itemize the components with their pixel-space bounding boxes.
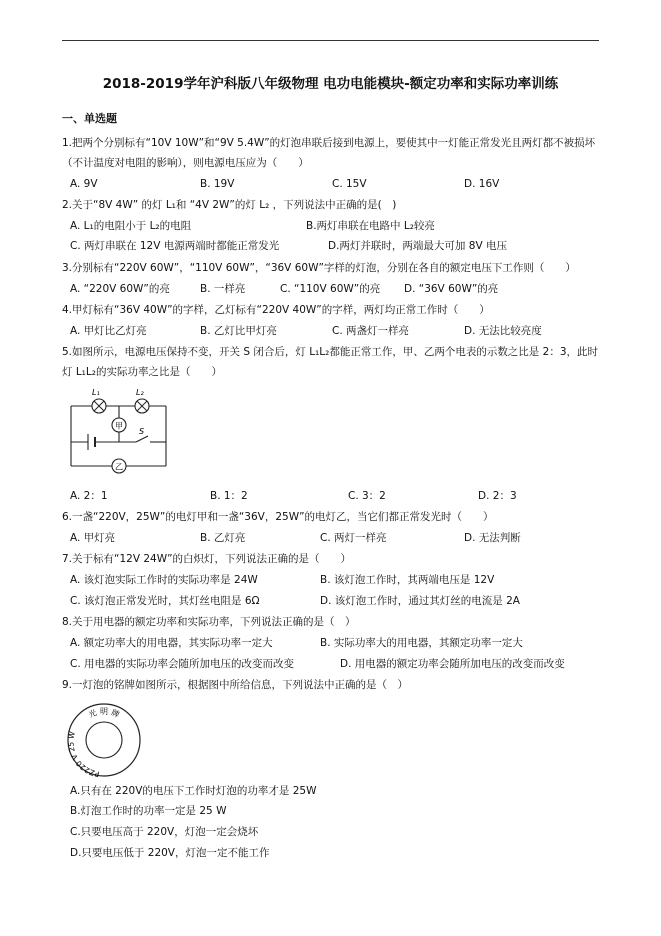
question-6-option-a[interactable]: A. 甲灯亮 xyxy=(70,532,116,544)
bulb-nameplate xyxy=(64,700,144,780)
question-6-option-b[interactable]: B. 乙灯亮 xyxy=(200,532,246,544)
question-7-options-row-1 xyxy=(70,570,599,590)
question-2-option-a[interactable]: A. L₁的电阻小于 L₂的电阻 xyxy=(70,220,192,232)
question-1-options xyxy=(70,174,599,194)
question-5-options xyxy=(70,486,599,506)
header-rule xyxy=(62,40,599,41)
question-7-option-a[interactable]: A. 该灯泡实际工作时的实际功率是 24W xyxy=(70,574,258,586)
question-6-option-c[interactable]: C. 两灯一样亮 xyxy=(320,532,387,544)
question-1-option-d[interactable]: D. 16V xyxy=(464,178,500,190)
question-3-option-d[interactable]: D. “36V 60W”的亮 xyxy=(404,283,499,295)
question-5-option-b[interactable]: B. 1：2 xyxy=(210,490,248,502)
question-2-options-row-1 xyxy=(70,216,599,236)
question-3-option-c[interactable]: C. “110V 60W”的亮 xyxy=(280,283,381,295)
question-3-options xyxy=(70,279,599,299)
question-2-text: 2.关于“8V 4W” 的灯 L₁和 “4V 2W”的灯 L₂ ，下列说法中正确的是( ) xyxy=(62,199,397,211)
question-9-option-a[interactable]: A.只有在 220V的电压下工作时灯泡的功率才是 25W xyxy=(70,785,317,797)
lamp-l1-icon xyxy=(92,399,106,413)
question-7-option-b[interactable]: B. 该灯泡工作时，其两端电压是 12V xyxy=(320,574,495,586)
question-9-option-b[interactable]: B.灯泡工作时的功率一定是 25 W xyxy=(70,805,227,817)
question-8-option-b[interactable]: B. 实际功率大的用电器，其额定功率一定大 xyxy=(320,637,523,649)
question-6-text: 6.一盏“220V，25W”的电灯甲和一盏“36V，25W”的电灯乙，当它们都正常发光时（ ） xyxy=(62,511,494,523)
question-2-options-row-2 xyxy=(70,236,599,256)
question-4-option-c[interactable]: C. 两盏灯一样亮 xyxy=(332,325,410,337)
question-8-option-c[interactable]: C. 用电器的实际功率会随所加电压的改变而改变 xyxy=(70,658,295,670)
nameplate-inner-ring xyxy=(86,722,122,758)
question-9-option-d[interactable]: D.只要电压低于 220V，灯泡一定不能工作 xyxy=(70,847,270,859)
page-title: 2018-2019学年沪科版八年级物理 电功电能模块-额定功率和实际功率训练 xyxy=(102,76,559,92)
question-2-option-d[interactable]: D.两灯并联时，两端最大可加 8V 电压 xyxy=(328,240,507,252)
question-9-text: 9.一灯泡的铭牌如图所示，根据图中所给信息，下列说法中正确的是（ ） xyxy=(62,679,409,691)
nameplate-rating: PZ220 V 25 W xyxy=(66,730,101,779)
meter-b-label: 乙 xyxy=(115,462,123,472)
question-5-option-d[interactable]: D. 2：3 xyxy=(478,490,517,502)
question-3-option-b[interactable]: B. 一样亮 xyxy=(200,283,246,295)
question-5-text: 5.如图所示，电源电压保持不变，开关 S 闭合后，灯 L₁L₂都能正常工作，甲、乙两个电表的示数之比是 2：3，此时灯 L₁L₂的实际功率之比是（ ） xyxy=(62,346,599,378)
question-3-text: 3.分别标有“220V 60W”，“110V 60W”，“36V 60W”字样的灯泡，分别在各自的额定电压下工作则（ ） xyxy=(62,262,576,274)
question-8-option-d[interactable]: D. 用电器的额定功率会随所加电压的改变而改变 xyxy=(340,658,565,670)
question-4-options xyxy=(70,321,599,341)
nameplate-brand: 光 明 牌 xyxy=(87,707,121,720)
lamp-l1-label: L₁ xyxy=(92,388,100,397)
question-2-option-b[interactable]: B.两灯串联在电路中 L₂较亮 xyxy=(306,220,435,232)
question-6-options xyxy=(70,528,599,548)
lamp-l2-icon xyxy=(135,399,149,413)
question-8-text: 8.关于用电器的额定功率和实际功率，下列说法正确的是（ ） xyxy=(62,616,356,628)
question-1-option-b[interactable]: B. 19V xyxy=(200,178,235,190)
question-3-option-a[interactable]: A. “220V 60W”的亮 xyxy=(70,283,170,295)
circuit-diagram xyxy=(66,384,176,480)
lamp-l2-label: L₂ xyxy=(136,388,144,397)
question-4-option-a[interactable]: A. 甲灯比乙灯亮 xyxy=(70,325,147,337)
question-8-options-row-2 xyxy=(70,654,599,674)
question-4-option-d[interactable]: D. 无法比较亮度 xyxy=(464,325,542,337)
question-2-option-c[interactable]: C. 两灯串联在 12V 电源两端时都能正常发光 xyxy=(70,240,280,252)
question-7-options-row-2 xyxy=(70,591,599,611)
section-heading: 一、单选题 xyxy=(62,112,117,125)
meter-a-label: 甲 xyxy=(115,421,123,431)
question-5-option-c[interactable]: C. 3：2 xyxy=(348,490,386,502)
question-7-option-d[interactable]: D. 该灯泡工作时，通过其灯丝的电流是 2A xyxy=(320,595,520,607)
question-8-options-row-1 xyxy=(70,633,599,653)
question-4-text: 4.甲灯标有“36V 40W”的字样，乙灯标有“220V 40W”的字样，两灯均正常工作时（ ） xyxy=(62,304,490,316)
question-9-option-c[interactable]: C.只要电压高于 220V，灯泡一定会烧坏 xyxy=(70,826,259,838)
question-8-option-a[interactable]: A. 额定功率大的用电器，其实际功率一定大 xyxy=(70,637,273,649)
switch-label: S xyxy=(139,427,145,436)
question-6-option-d[interactable]: D. 无法判断 xyxy=(464,532,521,544)
question-7-option-c[interactable]: C. 该灯泡正常发光时，其灯丝电阻是 6Ω xyxy=(70,595,260,607)
question-1-option-a[interactable]: A. 9V xyxy=(70,178,98,190)
question-4-option-b[interactable]: B. 乙灯比甲灯亮 xyxy=(200,325,277,337)
question-1-text: 1.把两个分别标有“10V 10W”和“9V 5.4W”的灯泡串联后接到电源上，要使其中一灯能正常发光且两灯都不被损坏（不计温度对电阻的影响），则电源电压应为（ ） xyxy=(62,137,596,169)
question-5-option-a[interactable]: A. 2：1 xyxy=(70,490,108,502)
question-1-option-c[interactable]: C. 15V xyxy=(332,178,367,190)
question-7-text: 7.关于标有“12V 24W”的白炽灯，下列说法正确的是（ ） xyxy=(62,553,352,565)
